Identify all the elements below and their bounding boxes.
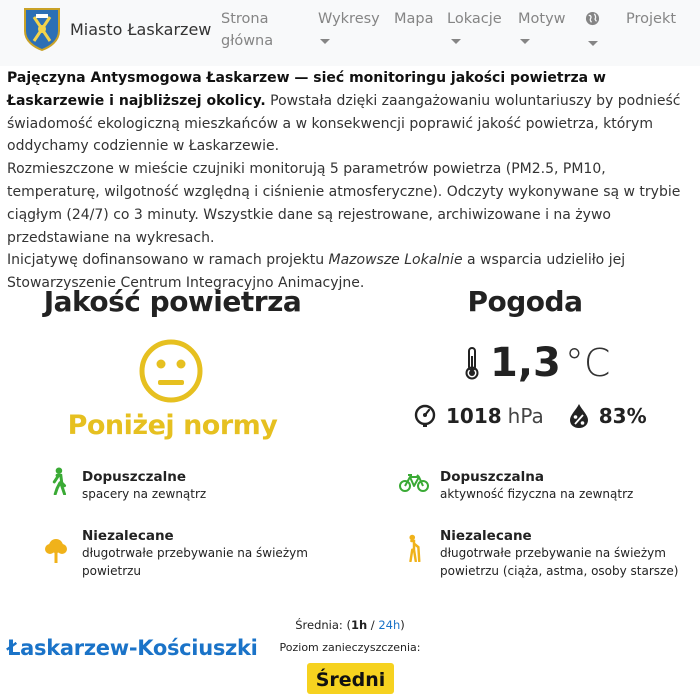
air-quality-title: Jakość powietrza bbox=[43, 285, 302, 318]
humidity-drop-icon bbox=[566, 403, 592, 429]
nav-charts-label: Wykresy bbox=[318, 11, 380, 27]
chevron-down-icon bbox=[451, 39, 461, 44]
weather-rec-1-desc: aktywność fizyczna na zewnątrz bbox=[440, 487, 634, 501]
average-selector bbox=[0, 618, 700, 632]
nav-home-label-1: Strona bbox=[221, 11, 269, 27]
station-name[interactable]: Łaskarzew-Kościuszki bbox=[7, 636, 258, 660]
chevron-down-icon bbox=[520, 39, 530, 44]
nav-language-dropdown[interactable] bbox=[585, 8, 600, 46]
nav-map[interactable] bbox=[394, 8, 434, 30]
chevron-down-icon bbox=[588, 41, 598, 46]
elderly-person-icon bbox=[402, 534, 426, 562]
average-close: ) bbox=[400, 618, 405, 632]
nav-project[interactable] bbox=[626, 8, 676, 30]
walking-person-icon bbox=[46, 467, 70, 495]
globe-icon bbox=[585, 11, 600, 26]
nav-home[interactable] bbox=[221, 8, 273, 52]
average-24h-link[interactable]: 24h bbox=[378, 618, 401, 632]
aq-rec-2-title: Niezalecane bbox=[82, 528, 174, 544]
aq-rec-2-desc bbox=[82, 544, 308, 580]
tree-icon bbox=[44, 537, 68, 565]
chevron-down-icon bbox=[320, 39, 330, 44]
temperature-row bbox=[464, 340, 610, 386]
intro-lead: Pajęczyna Antysmogowa Łaskarzew — sieć monitoringu jakości powietrza w Łaskarzewie i najbliższej okolicy. bbox=[7, 70, 606, 109]
coat-of-arms-icon bbox=[22, 7, 62, 51]
brand-name: Miasto Łaskarzew bbox=[70, 19, 212, 39]
aq-rec-2-desc-line1: długotrwałe przebywanie na świeżym bbox=[82, 546, 308, 560]
gauge-icon bbox=[414, 404, 436, 428]
nav-locations-label: Lokacje bbox=[447, 11, 502, 27]
air-quality-status: Poniżej normy bbox=[67, 410, 278, 441]
nav-theme-label: Motyw bbox=[518, 11, 566, 27]
average-separator: / bbox=[367, 618, 379, 632]
intro-p1: Powstała dzięki zaangażowaniu woluntariuszy by podnieść świadomość ekologiczną mieszkańców a w konsekwencji poprawić jakość powietrza, którym oddychamy codziennie w Łaskarzewie. bbox=[7, 92, 681, 155]
temperature-value: 1,3 bbox=[490, 340, 561, 386]
navbar bbox=[0, 0, 700, 66]
thermometer-icon bbox=[464, 346, 480, 380]
pressure-value: 1018 bbox=[446, 404, 502, 428]
nav-locations-dropdown[interactable] bbox=[447, 8, 502, 44]
nav-map-label: Mapa bbox=[394, 11, 434, 27]
aq-rec-2-desc-line2: powietrzu bbox=[82, 564, 142, 578]
intro-p3a: Inicjatywę dofinansowano w ramach projektu bbox=[7, 252, 329, 269]
weather-rec-2-desc-line2: powietrzu (ciąża, astma, osoby starsze) bbox=[440, 564, 679, 578]
brand[interactable] bbox=[22, 7, 211, 51]
weather-rec-2-desc bbox=[440, 544, 678, 580]
intro-p3b: a wsparcia udzieliło jej Stowarzyszenie Centrum Integracyjno Animacyjne. bbox=[7, 252, 626, 292]
weather-rec-2-desc-line1: długotrwałe przebywanie na świeżym bbox=[440, 546, 666, 560]
intro-text bbox=[7, 67, 695, 295]
nav-project-label: Projekt bbox=[626, 11, 677, 27]
intro-p2: Rozmieszczone w mieście czujniki monitorują 5 parametrów powietrza (PM2.5, PM10, temperaturę, wilgotność względną i ciśnienie atmosferyczne). Odczyty wykonywane są w trybie ciągłym (24/7) co 3 minuty. Wszystkie dane są rejestrowane, archiwizowane i na żywo przedstawiane na wykresach. bbox=[7, 161, 681, 246]
nav-home-label-2: główna bbox=[221, 33, 274, 49]
average-1h[interactable]: 1h bbox=[350, 618, 368, 632]
pollution-label: Poziom zanieczyszczenia: bbox=[279, 641, 421, 654]
weather-rec-1-title: Dopuszczalna bbox=[440, 469, 544, 485]
pollution-level-badge: Średni bbox=[307, 663, 394, 694]
aq-rec-1-title: Dopuszczalne bbox=[82, 469, 187, 485]
average-label: Średnia: ( bbox=[295, 618, 351, 632]
weather-title: Pogoda bbox=[467, 285, 583, 318]
nav-charts-dropdown[interactable] bbox=[318, 8, 380, 44]
temperature-unit: °C bbox=[564, 341, 611, 385]
humidity-value: 83% bbox=[598, 404, 647, 428]
bicycle-icon bbox=[399, 470, 429, 496]
neutral-face-icon bbox=[138, 338, 204, 404]
pressure-humidity-row bbox=[414, 403, 647, 429]
nav-theme-dropdown[interactable] bbox=[518, 8, 566, 44]
pressure-unit: hPa bbox=[507, 404, 544, 428]
aq-rec-1-desc: spacery na zewnątrz bbox=[82, 487, 207, 501]
intro-project-name: Mazowsze Lokalnie bbox=[328, 252, 463, 269]
weather-rec-2-title: Niezalecane bbox=[440, 528, 532, 544]
